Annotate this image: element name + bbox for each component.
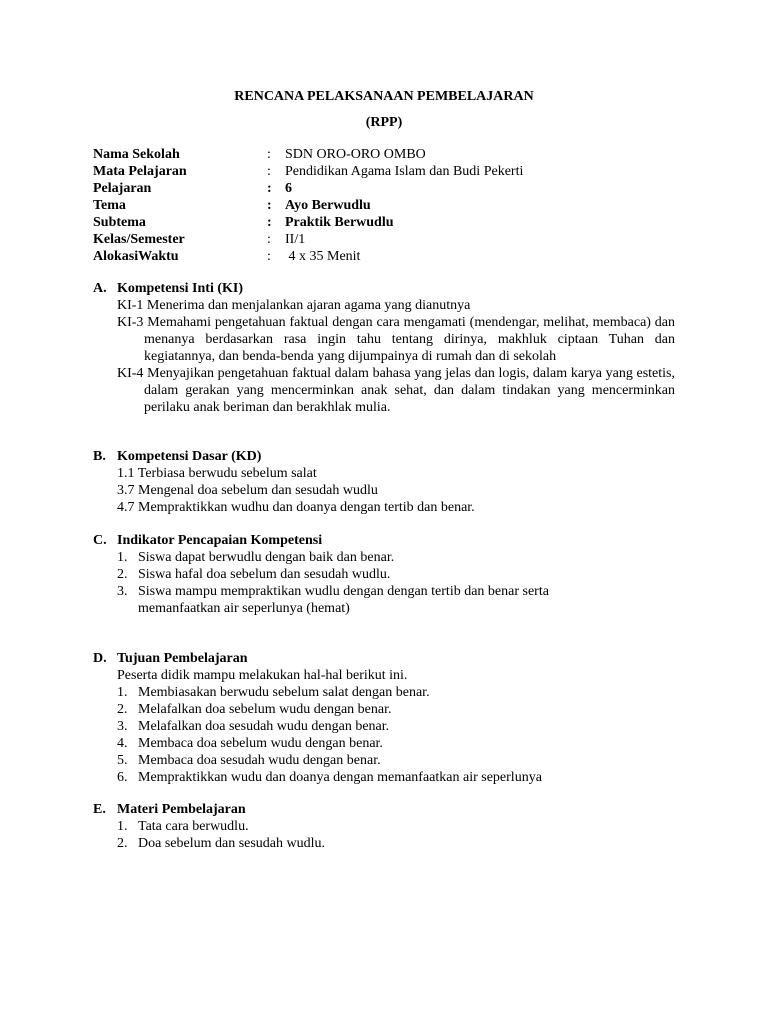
section-learning-materials bbox=[93, 801, 675, 852]
info-value: Pendidikan Agama Islam dan Budi Pekerti bbox=[285, 164, 524, 179]
list-item bbox=[117, 769, 675, 786]
section-heading bbox=[93, 280, 675, 297]
list-text: Mempraktikkan wudu dan doanya dengan memanfaatkan air seperlunya bbox=[138, 770, 542, 785]
list-number: 3. bbox=[117, 719, 128, 734]
info-colon: : bbox=[267, 215, 272, 230]
list-text: Melafalkan doa sesudah wudu dengan benar. bbox=[138, 719, 390, 734]
section-title: Tujuan Pembelajaran bbox=[117, 651, 248, 666]
section-heading bbox=[93, 448, 675, 465]
section-basic-competence bbox=[93, 448, 675, 516]
list-text: Doa sebelum dan sesudah wudlu. bbox=[138, 836, 326, 851]
info-colon: : bbox=[267, 147, 271, 162]
section-heading bbox=[93, 532, 675, 549]
list-number: 1. bbox=[117, 685, 128, 700]
list-text: Membaca doa sebelum wudu dengan benar. bbox=[138, 736, 383, 751]
list-item bbox=[117, 684, 675, 701]
info-value: SDN ORO-ORO OMBO bbox=[285, 147, 426, 162]
document-subtitle: (RPP) bbox=[365, 115, 403, 130]
section-indicators bbox=[93, 532, 675, 617]
kd-item: 3.7 Mengenal doa sebelum dan sesudah wudlu bbox=[117, 483, 378, 498]
section-letter: C. bbox=[93, 533, 107, 548]
list-item bbox=[117, 835, 675, 852]
section-letter: D. bbox=[93, 651, 107, 666]
list-text: Siswa hafal doa sebelum dan sesudah wudlu. bbox=[138, 567, 391, 582]
list-item bbox=[117, 583, 675, 617]
list-text-continued: memanfaatkan air seperlunya (hemat) bbox=[138, 601, 350, 616]
list-text: Melafalkan doa sebelum wudu dengan benar. bbox=[138, 702, 392, 717]
list-number: 1. bbox=[117, 819, 128, 834]
list-text: Membaca doa sesudah wudu dengan benar. bbox=[138, 753, 381, 768]
list-number: 5. bbox=[117, 753, 128, 768]
list-number: 1. bbox=[117, 550, 128, 565]
info-label: Pelajaran bbox=[93, 181, 152, 196]
list-text: Siswa dapat berwudlu dengan baik dan benar. bbox=[138, 550, 395, 565]
info-label: AlokasiWaktu bbox=[93, 249, 179, 264]
ki-item: KI-1 Menerima dan menjalankan ajaran agama yang dianutnya bbox=[117, 298, 471, 313]
info-colon: : bbox=[267, 232, 271, 247]
info-label: Tema bbox=[93, 198, 126, 213]
list-item bbox=[117, 718, 675, 735]
info-colon: : bbox=[267, 198, 272, 213]
section-core-competence bbox=[93, 280, 675, 416]
info-value: Praktik Berwudlu bbox=[285, 215, 394, 230]
section-heading bbox=[93, 650, 675, 667]
info-value: II/1 bbox=[285, 232, 306, 247]
list-item bbox=[117, 735, 675, 752]
section-heading bbox=[93, 801, 675, 818]
list-item bbox=[117, 701, 675, 718]
section-learning-objectives bbox=[93, 650, 675, 786]
info-value: 6 bbox=[285, 181, 292, 196]
list-text: Siswa mampu mempraktikan wudlu dengan dengan tertib dan benar serta bbox=[138, 584, 549, 599]
list-text: Tata cara berwudlu. bbox=[138, 819, 249, 834]
info-label: Kelas/Semester bbox=[93, 232, 185, 247]
section-title: Kompetensi Dasar (KD) bbox=[117, 449, 262, 464]
info-label: Subtema bbox=[93, 215, 146, 230]
info-label: Mata Pelajaran bbox=[93, 164, 187, 179]
list-number: 3. bbox=[117, 584, 128, 599]
info-colon: : bbox=[267, 164, 271, 179]
list-number: 2. bbox=[117, 836, 128, 851]
ki-item: KI-4 Menyajikan pengetahuan faktual dalam bahasa yang jelas dan logis, dalam karya yang estetis, dalam gerakan yang mencerminkan anak sehat, dan dalam tindakan yang mencerminkan perilaku anak beriman dan berakhlak mulia. bbox=[117, 366, 675, 415]
list-item bbox=[117, 566, 675, 583]
section-letter: E. bbox=[93, 802, 106, 817]
list-item bbox=[117, 818, 675, 835]
kd-item: 1.1 Terbiasa berwudu sebelum salat bbox=[117, 466, 317, 481]
list-number: 2. bbox=[117, 567, 128, 582]
kd-item: 4.7 Mempraktikkan wudhu dan doanya dengan tertib dan benar. bbox=[117, 500, 475, 515]
info-value: Ayo Berwudlu bbox=[285, 198, 371, 213]
list-item bbox=[117, 752, 675, 769]
info-value: 4 x 35 Menit bbox=[285, 249, 361, 264]
ki-list bbox=[117, 297, 675, 416]
section-letter: A. bbox=[93, 281, 107, 296]
list-number: 6. bbox=[117, 770, 128, 785]
section-title: Materi Pembelajaran bbox=[117, 802, 246, 817]
info-label: Nama Sekolah bbox=[93, 147, 180, 162]
ki-item: KI-3 Memahami pengetahuan faktual dengan cara mengamati (mendengar, melihat, membaca) dan menanya berdasarkan rasa ingin tahu tentang dirinya, makhluk ciptaan Tuhan dan kegiatannya, dan benda-benda yang dijumpainya di rumah dan di sekolah bbox=[117, 315, 675, 364]
section-title: Kompetensi Inti (KI) bbox=[117, 281, 243, 296]
section-letter: B. bbox=[93, 449, 106, 464]
list-item bbox=[117, 549, 675, 566]
list-number: 2. bbox=[117, 702, 128, 717]
document-title: RENCANA PELAKSANAAN PEMBELAJARAN bbox=[234, 89, 534, 104]
list-number: 4. bbox=[117, 736, 128, 751]
list-text: Membiasakan berwudu sebelum salat dengan benar. bbox=[138, 685, 430, 700]
info-colon: : bbox=[267, 181, 272, 196]
info-colon: : bbox=[267, 249, 271, 264]
section-intro: Peserta didik mampu melakukan hal-hal berikut ini. bbox=[117, 668, 408, 683]
section-title: Indikator Pencapaian Kompetensi bbox=[117, 533, 323, 548]
